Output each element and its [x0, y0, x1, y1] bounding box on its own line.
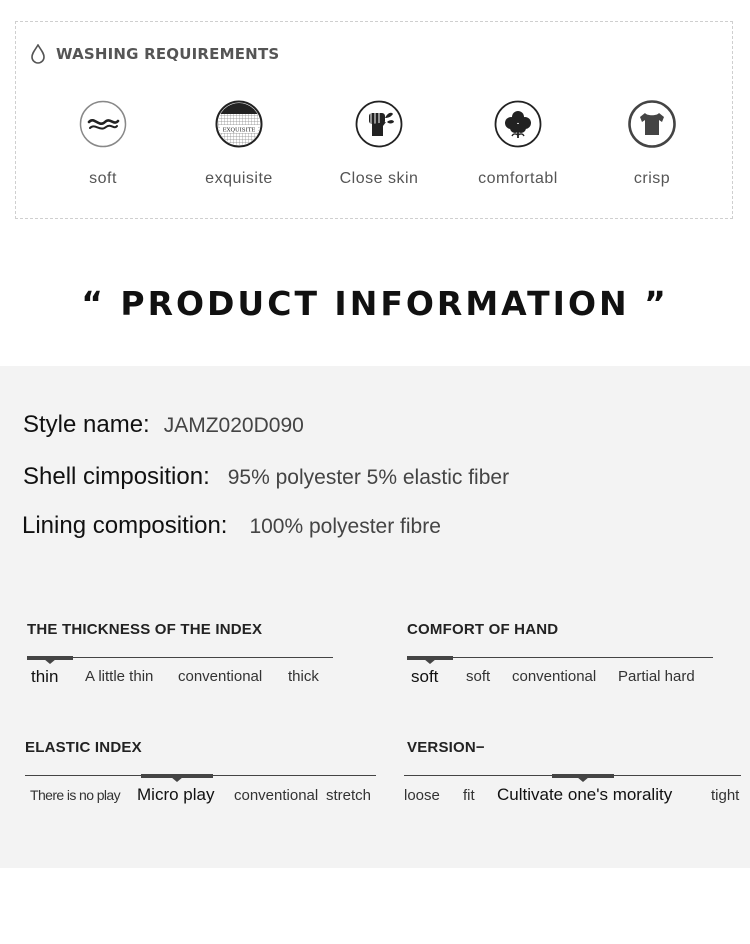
thickness-index-title: THE THICKNESS OF THE INDEX	[27, 621, 263, 638]
elastic-option-micro-play: Micro play	[137, 785, 215, 804]
wash-label-crisp: crisp	[633, 170, 671, 187]
product-information-heading: “ PRODUCT INFORMATION ”	[81, 284, 669, 323]
water-drop-icon	[30, 44, 46, 64]
exquisite-fabric-icon	[215, 100, 263, 148]
spec-style-name-value: JAMZ020D090	[163, 414, 304, 437]
spec-shell-label: Shell cimposition:	[23, 463, 210, 490]
spec-style-name	[23, 411, 304, 439]
washing-title: WASHING REQUIREMENTS	[56, 45, 280, 63]
wash-label-close-skin: Close skin	[339, 170, 419, 187]
spec-lining-value: 100% polyester fibre	[249, 515, 441, 538]
comfort-option-conventional: conventional	[512, 668, 597, 685]
wash-item-close-skin	[319, 100, 439, 188]
wash-item-exquisite	[179, 100, 299, 188]
spec-lining-label: Lining composition:	[22, 512, 228, 539]
wash-label-soft: soft	[89, 170, 117, 187]
thickness-option-a-little-thin: A little thin	[85, 668, 154, 685]
thickness-option-thick: thick	[288, 668, 319, 685]
wash-item-comfortable	[458, 100, 578, 188]
svg-text:EXQUISITE: EXQUISITE	[222, 127, 256, 134]
spec-style-name-label: Style name:	[23, 411, 150, 438]
cotton-flower-icon	[494, 100, 542, 148]
version-option-cultivate: Cultivate one's morality	[497, 785, 673, 804]
elastic-index-title: ELASTIC INDEX	[25, 739, 142, 756]
thickness-option-conventional: conventional	[178, 668, 263, 685]
feather-swirl-icon	[79, 100, 127, 148]
fist-leaf-icon	[355, 100, 403, 148]
elastic-selected-marker	[141, 774, 213, 778]
spec-shell	[23, 463, 509, 491]
version-option-loose: loose	[404, 787, 440, 804]
thickness-selected-marker	[27, 656, 73, 660]
washing-requirements-box	[15, 21, 733, 219]
wash-item-crisp	[592, 100, 712, 188]
elastic-option-no-play: There is no play	[30, 787, 121, 803]
comfort-option-soft: soft	[466, 668, 491, 685]
version-option-fit: fit	[463, 787, 475, 804]
thickness-option-thin: thin	[31, 667, 59, 686]
elastic-option-conventional: conventional	[234, 787, 319, 804]
wash-label-exquisite: exquisite	[205, 170, 273, 187]
comfort-option-soft-selected: soft	[411, 667, 439, 686]
wash-item-soft	[43, 100, 163, 188]
version-selected-marker	[552, 774, 614, 778]
comfort-selected-marker	[407, 656, 453, 660]
comfort-option-partial-hard: Partial hard	[618, 668, 695, 685]
spec-lining	[22, 512, 441, 540]
version-option-tight: tight	[711, 787, 740, 804]
elastic-option-stretch: stretch	[326, 787, 372, 804]
washing-title-row	[30, 44, 279, 64]
tshirt-icon	[628, 100, 676, 148]
version-index-title: VERSION−	[407, 739, 485, 756]
comfort-index-title: COMFORT OF HAND	[407, 621, 559, 638]
wash-label-comfortable: comfortabl	[478, 170, 558, 187]
specification-panel	[0, 366, 750, 868]
spec-shell-value: 95% polyester 5% elastic fiber	[227, 466, 510, 489]
